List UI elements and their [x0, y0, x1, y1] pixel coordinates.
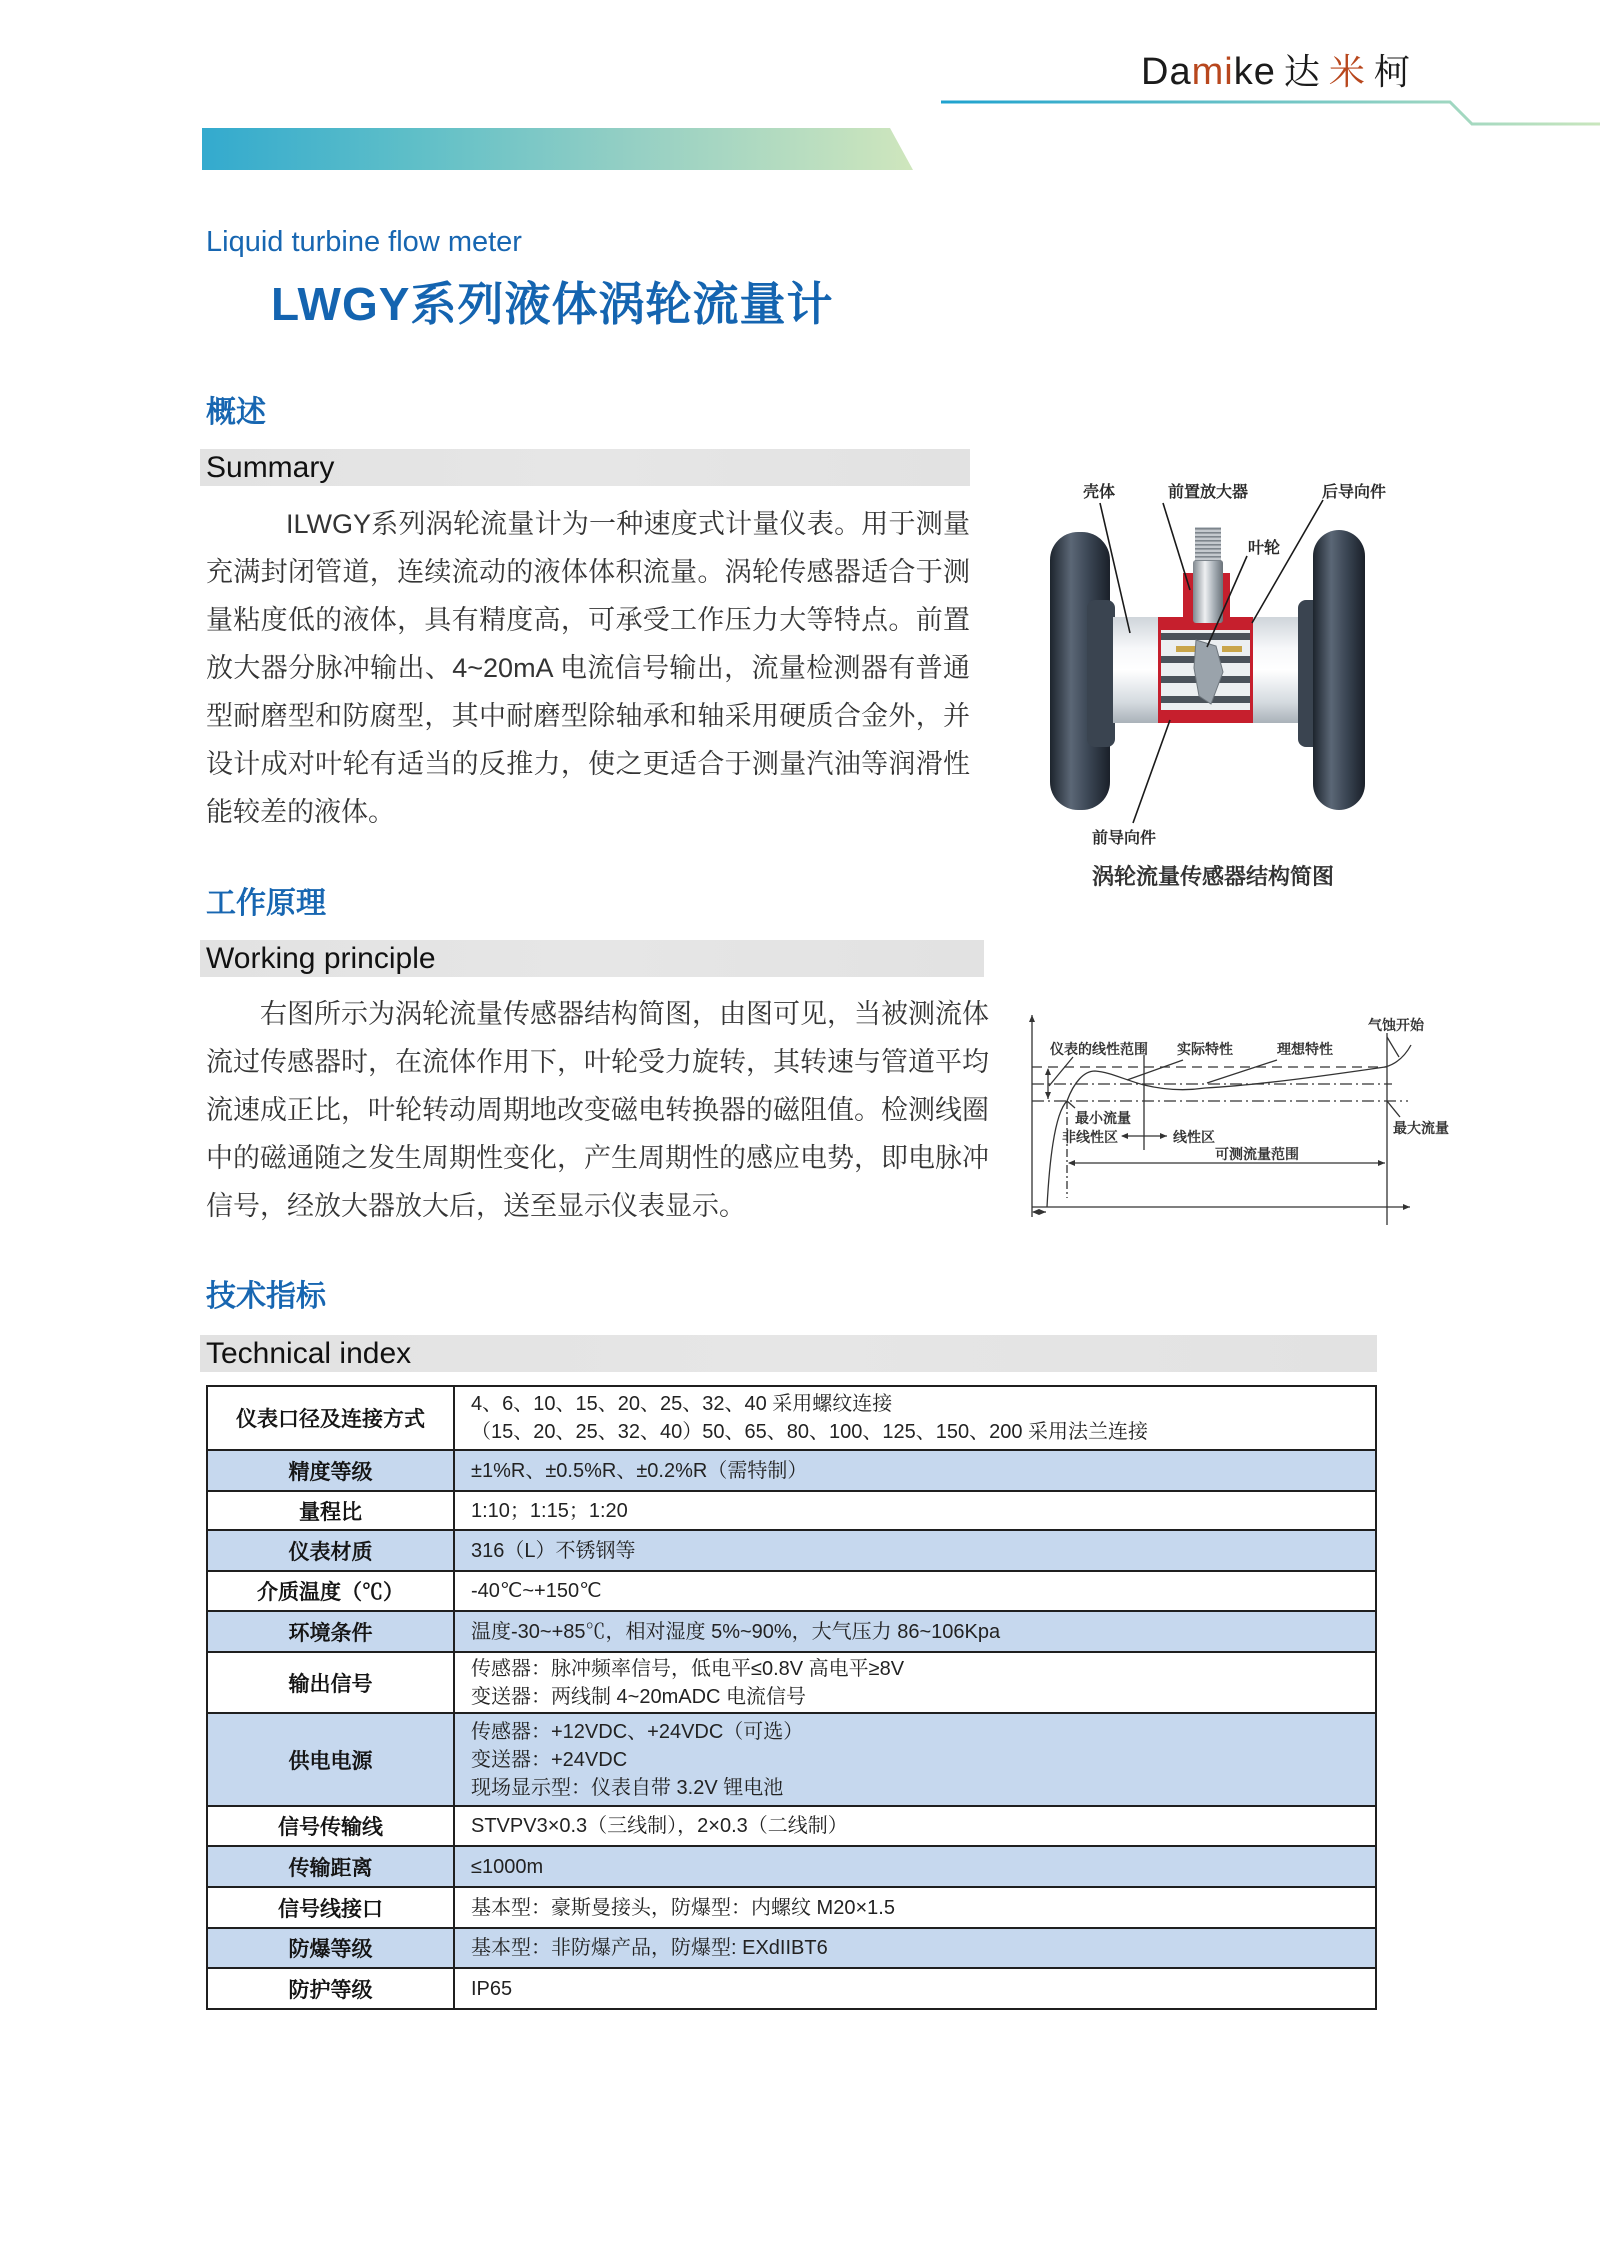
table-row [207, 1928, 1376, 1968]
table-row [207, 1611, 1376, 1652]
bearing [1222, 646, 1242, 652]
summary-line: 能较差的液体。 [206, 797, 395, 827]
row-value-line: 基本型：豪斯曼接头，防爆型：内螺纹 M20×1.5 [471, 1896, 895, 1919]
working-line: 中的磁通随之发生周期性变化，产生周期性的感应电势，即电脉冲 [206, 1143, 989, 1173]
row-value-line: STVPV3×0.3（三线制），2×0.3（二线制） [471, 1815, 848, 1837]
header-gradient-bar [202, 128, 913, 170]
row-value [454, 1611, 1376, 1652]
working-line: 信号，经放大器放大后，送至显示仪表显示。 [206, 1191, 746, 1221]
row-label: 量程比 [207, 1491, 454, 1530]
row-label: 信号传输线 [207, 1806, 454, 1846]
table-row [207, 1806, 1376, 1846]
summary-paragraph [206, 500, 970, 836]
table-row [207, 1450, 1376, 1491]
working-line: 右图所示为涡轮流量传感器结构简图，由图可见，当被测流体 [260, 999, 989, 1029]
row-label: 信号线接口 [207, 1887, 454, 1928]
label-min-flow: 最小流量 [1075, 1110, 1131, 1126]
row-value-line: -40℃~+150℃ [471, 1580, 602, 1602]
row-value-line: 变送器：两线制 4~20mADC 电流信号 [471, 1685, 807, 1708]
leader-min-flow [1067, 1101, 1075, 1108]
summary-line: ILWGY系列涡轮流量计为一种速度式计量仪表。用于测量 [286, 509, 970, 539]
row-value [454, 1887, 1376, 1928]
table-row [207, 1887, 1376, 1928]
bearing [1176, 646, 1196, 652]
table-row [207, 1968, 1376, 2009]
row-label: 传输距离 [207, 1846, 454, 1887]
row-value-line: 温度-30~+85℃，相对湿度 5%~90%，大气压力 86~106Kpa [471, 1620, 1001, 1643]
row-value [454, 1713, 1376, 1806]
label-linear-zone: 线性区 [1173, 1129, 1215, 1145]
row-label: 仪表口径及连接方式 [207, 1386, 454, 1450]
spec-table [206, 1385, 1377, 2010]
header-rule [930, 95, 1600, 131]
label-max-flow: 最大流量 [1393, 1120, 1449, 1136]
summary-heading-bar [200, 449, 970, 486]
working-heading-bar [200, 940, 984, 977]
label-front-guide: 前导向件 [1092, 830, 1157, 847]
leader-front-guide [1133, 720, 1170, 823]
table-row [207, 1571, 1376, 1611]
summary-line: 量粘度低的液体，具有精度高，可承受工作压力大等特点。前置 [206, 605, 970, 635]
leader-actual [1127, 1060, 1183, 1080]
label-impeller: 叶轮 [1248, 540, 1281, 557]
row-label: 仪表材质 [207, 1530, 454, 1571]
table-row [207, 1491, 1376, 1530]
logo-text-ke-cn: 柯 [1373, 51, 1411, 92]
working-heading-cn: 工作原理 [206, 887, 326, 920]
table-row [207, 1386, 1376, 1450]
row-value [454, 1846, 1376, 1887]
row-value-line: 基本型：非防爆产品，防爆型: EXdIIBT6 [471, 1937, 828, 1959]
page-title [271, 276, 833, 332]
right-flange [1313, 530, 1365, 810]
row-value-line: 4、6、10、15、20、25、32、40 采用螺纹连接 [471, 1393, 893, 1415]
guide-band [1161, 633, 1250, 640]
working-line: 流速成正比，叶轮转动周期地改变磁电转换器的磁阻值。检测线圈 [206, 1095, 989, 1125]
logo-text-mi-cn: 米 [1328, 51, 1366, 92]
row-value-line: ≤1000m [471, 1855, 544, 1878]
row-value-line: 变送器：+24VDC [471, 1748, 628, 1771]
summary-line: 型耐磨型和防腐型，其中耐磨型除轴承和轴采用硬质合金外，并 [206, 701, 970, 731]
working-paragraph [206, 990, 989, 1230]
summary-line: 设计成对叶轮有适当的反推力，使之更适合于测量汽油等润滑性 [206, 749, 970, 779]
figure-caption: 涡轮流量传感器结构简图 [1092, 864, 1335, 889]
row-value-line: ±1%R、±0.5%R、±0.2%R（需特制） [471, 1459, 808, 1482]
row-value-line: IP65 [471, 1977, 513, 2000]
label-ideal: 理想特性 [1277, 1041, 1333, 1057]
row-label: 输出信号 [207, 1652, 454, 1713]
row-value [454, 1571, 1376, 1611]
label-cavitation: 气蚀开始 [1368, 1017, 1424, 1033]
row-value [454, 1491, 1376, 1530]
logo-text-ke: ke [1233, 51, 1276, 93]
table-row [207, 1652, 1376, 1713]
row-value-line: 1:10；1:15；1:20 [471, 1499, 628, 1522]
row-label: 精度等级 [207, 1450, 454, 1491]
table-row [207, 1846, 1376, 1887]
preamp-stem [1193, 560, 1223, 623]
leader-cavitation [1387, 1037, 1399, 1057]
leader-linear-range [1049, 1057, 1073, 1086]
technical-heading-cn: 技术指标 [206, 1280, 326, 1313]
label-preamp: 前置放大器 [1168, 484, 1249, 501]
row-value [454, 1652, 1376, 1713]
leader-preamp [1163, 503, 1190, 590]
row-label: 供电电源 [207, 1713, 454, 1806]
technical-heading-bar [200, 1335, 1377, 1372]
label-nonlinear-zone: 非线性区 [1062, 1129, 1118, 1145]
label-rear-guide: 后导向件 [1322, 484, 1387, 501]
row-label: 防爆等级 [207, 1928, 454, 1968]
row-value-line: 现场显示型：仪表自带 3.2V 锂电池 [471, 1776, 784, 1799]
logo-text-da: Da [1141, 51, 1192, 93]
table-row [207, 1713, 1376, 1806]
row-value-line: 传感器：+12VDC、+24VDC（可选） [471, 1720, 804, 1743]
row-value-line: 316（L）不锈钢等 [471, 1539, 636, 1562]
logo-text-da-cn: 达 [1283, 51, 1321, 92]
actual-characteristic-curve [1047, 1045, 1411, 1207]
product-subtitle-en: Liquid turbine flow meter [206, 226, 522, 258]
summary-line: 放大器分脉冲输出、4~20mA 电流信号输出，流量检测器有普通 [206, 653, 970, 683]
row-value [454, 1450, 1376, 1491]
row-value [454, 1806, 1376, 1846]
page-title-cn: 系列液体涡轮流量计 [410, 278, 834, 330]
row-label: 防护等级 [207, 1968, 454, 2009]
label-linear-range: 仪表的线性范围 [1050, 1041, 1148, 1057]
row-label: 环境条件 [207, 1611, 454, 1652]
label-actual: 实际特性 [1177, 1041, 1233, 1057]
brand-logo [1141, 50, 1411, 94]
row-value [454, 1530, 1376, 1571]
label-housing: 壳体 [1083, 484, 1116, 501]
summary-line: 充满封闭管道，连续流动的液体体积流量。涡轮传感器适合于测 [206, 557, 970, 587]
page-title-model: LWGY [271, 278, 411, 330]
row-value-line: 传感器：脉冲频率信号，低电平≤0.8V 高电平≥8V [471, 1657, 905, 1680]
row-value [454, 1968, 1376, 2009]
working-heading-en: Working principle [206, 942, 436, 975]
flow-characteristic-diagram [1020, 1000, 1460, 1235]
row-value [454, 1928, 1376, 1968]
technical-heading-en: Technical index [206, 1337, 412, 1370]
turbine-structure-figure [1030, 470, 1450, 900]
leader-ideal [1207, 1060, 1277, 1083]
label-measurable-range: 可测流量范围 [1215, 1146, 1299, 1162]
logo-text-mi: mi [1191, 51, 1234, 93]
summary-heading-en: Summary [206, 451, 335, 484]
summary-heading-cn: 概述 [206, 396, 266, 429]
row-value-line: （15、20、25、32、40）50、65、80、100、125、150、200 采用法兰连接 [471, 1421, 1149, 1443]
leader-max-flow [1387, 1101, 1400, 1117]
table-row [207, 1530, 1376, 1571]
row-value [454, 1386, 1376, 1450]
working-line: 流过传感器时，在流体作用下，叶轮受力旋转，其转速与管道平均 [206, 1047, 989, 1077]
left-hub [1087, 600, 1115, 747]
preamp-thread [1195, 527, 1221, 561]
row-label: 介质温度（℃） [207, 1571, 454, 1611]
